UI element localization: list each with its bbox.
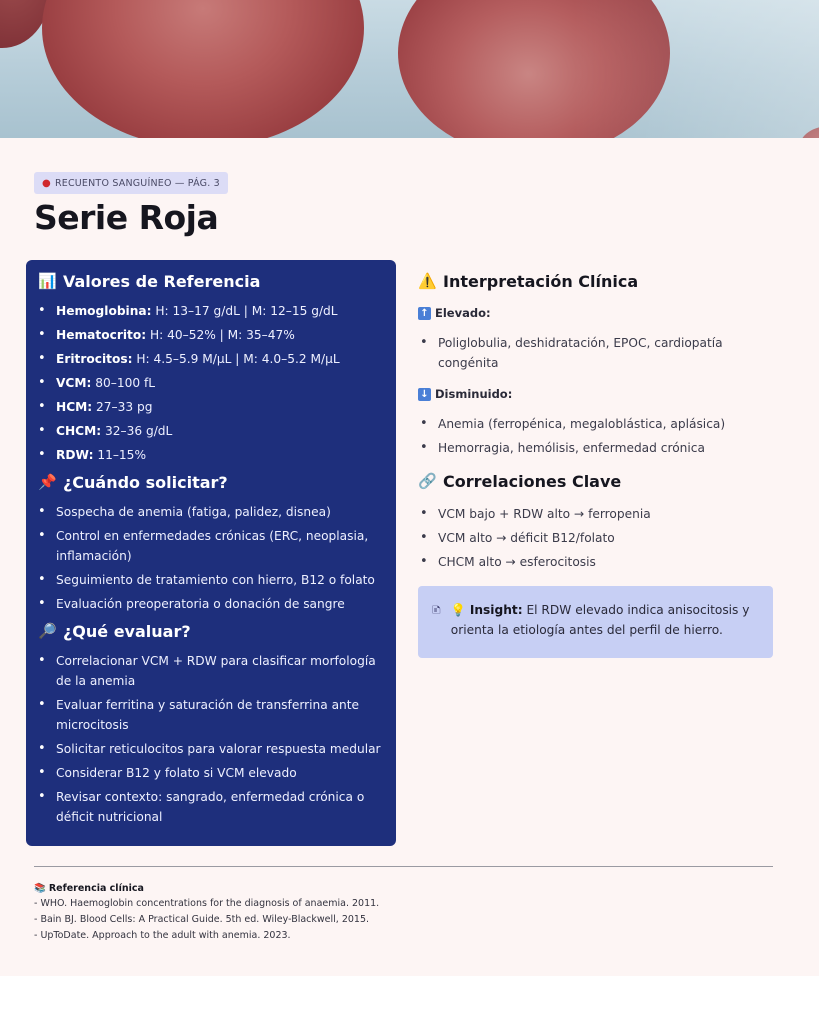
decreased-label: Disminuido: — [435, 387, 513, 401]
blood-drop-icon: ● — [42, 177, 51, 189]
link-icon: 🔗 — [418, 472, 437, 490]
insight-label: Insight: — [469, 603, 523, 617]
note-icon: 🗈 — [432, 603, 441, 617]
when-heading-text: ¿Cuándo solicitar? — [63, 472, 228, 492]
interpretation-heading — [418, 270, 778, 292]
bar-chart-icon: 📊 — [38, 272, 57, 290]
magnifier-icon: 🔎 — [38, 622, 57, 640]
reference-item-hemoglobina — [38, 301, 382, 321]
evaluate-section — [38, 620, 382, 827]
list-item: • VCM alto → déficit B12/folato — [418, 528, 778, 548]
reference-line: - UpToDate. Approach to the adult with anemia. 2023. — [34, 930, 291, 941]
list-item: • Hemorragia, hemólisis, enfermedad crónica — [418, 438, 778, 458]
when-list — [38, 502, 382, 614]
insight-callout — [418, 586, 773, 658]
reference-line: - WHO. Haemoglobin concentrations for the diagnosis of anaemia. 2011. — [34, 898, 380, 909]
references-heading-text: Referencia clínica — [48, 883, 144, 894]
reference-label: Eritrocitos: — [56, 352, 133, 366]
list-item: • CHCM alto → esferocitosis — [418, 552, 778, 572]
reference-value: H: 13–17 g/dL | M: 12–15 g/dL — [155, 304, 338, 318]
reference-label: Hemoglobina: — [56, 304, 152, 318]
divider — [34, 866, 773, 867]
reference-heading — [38, 270, 382, 292]
elevated-list — [418, 333, 778, 373]
interpretation-column — [418, 270, 778, 576]
insight-text — [451, 600, 757, 658]
reference-item-rdw — [38, 445, 382, 465]
list-item: • Poliglobulia, deshidratación, EPOC, cardiopatía congénita — [418, 333, 778, 373]
decreased-list — [418, 414, 778, 458]
reference-heading-text: Valores de Referencia — [63, 271, 261, 291]
list-item: • Evaluación preoperatoria o donación de sangre — [38, 594, 382, 614]
evaluate-heading-text: ¿Qué evaluar? — [63, 621, 191, 641]
reference-item-chcm — [38, 421, 382, 441]
section-badge — [34, 172, 228, 194]
insight-body: El RDW elevado indica anisocitosis y orienta la etiología antes del perfil de hierro. — [450, 603, 750, 637]
pushpin-icon: 📌 — [38, 473, 57, 491]
reference-label: HCM: — [56, 400, 93, 414]
list-item: • Solicitar reticulocitos para valorar respuesta medular — [38, 739, 382, 759]
hero-image-red-blood-cells — [0, 0, 819, 138]
warning-icon: ⚠️ — [418, 272, 437, 290]
reference-item-hematocrito — [38, 325, 382, 345]
badge-text: RECUENTO SANGUÍNEO — PÁG. 3 — [54, 177, 220, 189]
reference-value: 32–36 g/dL — [104, 424, 173, 438]
reference-value: H: 4.5–5.9 M/µL | M: 4.0–5.2 M/µL — [136, 352, 340, 366]
references-heading — [34, 883, 379, 894]
list-item: • Control en enfermedades crónicas (ERC, neoplasia, inflamación) — [38, 526, 382, 566]
elevated-label: Elevado: — [435, 306, 491, 320]
list-item: • Seguimiento de tratamiento con hierro, B12 o folato — [38, 570, 382, 590]
list-item: • Evaluar ferritina y saturación de transferrina ante microcitosis — [38, 695, 382, 735]
list-item: • Correlacionar VCM + RDW para clasificar morfología de la anemia — [38, 651, 382, 691]
when-section — [38, 471, 382, 614]
reference-label: VCM: — [56, 376, 92, 390]
evaluate-list — [38, 651, 382, 827]
reference-section — [38, 270, 382, 465]
references — [34, 883, 379, 944]
books-icon: 📚 — [34, 883, 46, 894]
reference-line: - Bain BJ. Blood Cells: A Practical Guide. 5th ed. Wiley-Blackwell, 2015. — [34, 914, 370, 925]
correlations-heading-text: Correlaciones Clave — [443, 471, 622, 491]
reference-value: 11–15% — [97, 448, 147, 462]
decreased-heading — [418, 386, 778, 402]
evaluate-heading — [38, 620, 382, 642]
reference-item-eritrocitos — [38, 349, 382, 369]
correlations-heading — [418, 470, 778, 492]
reference-label: RDW: — [56, 448, 94, 462]
interpretation-heading-text: Interpretación Clínica — [443, 271, 639, 291]
reference-item-hcm — [38, 397, 382, 417]
list-item: • Revisar contexto: sangrado, enfermedad crónica o déficit nutricional — [38, 787, 382, 827]
reference-item-vcm — [38, 373, 382, 393]
reference-value: 27–33 pg — [96, 400, 153, 414]
reference-value: H: 40–52% | M: 35–47% — [149, 328, 295, 342]
correlations-list — [418, 504, 778, 572]
reference-label: Hematocrito: — [56, 328, 147, 342]
list-item: • Sospecha de anemia (fatiga, palidez, disnea) — [38, 502, 382, 522]
elevated-heading — [418, 305, 778, 321]
list-item: • Anemia (ferropénica, megaloblástica, aplásica) — [418, 414, 778, 434]
reference-panel — [26, 260, 396, 846]
hero-shade — [0, 0, 819, 138]
page-title: Serie Roja — [34, 198, 219, 237]
reference-label: CHCM: — [56, 424, 102, 438]
arrow-up-icon: ↑ — [418, 307, 431, 320]
lightbulb-icon: 💡 — [450, 603, 466, 617]
list-item: • VCM bajo + RDW alto → ferropenia — [418, 504, 778, 524]
arrow-down-icon: ↓ — [418, 388, 431, 401]
reference-list — [38, 301, 382, 465]
list-item: • Considerar B12 y folato si VCM elevado — [38, 763, 382, 783]
when-heading — [38, 471, 382, 493]
reference-value: 80–100 fL — [95, 376, 156, 390]
